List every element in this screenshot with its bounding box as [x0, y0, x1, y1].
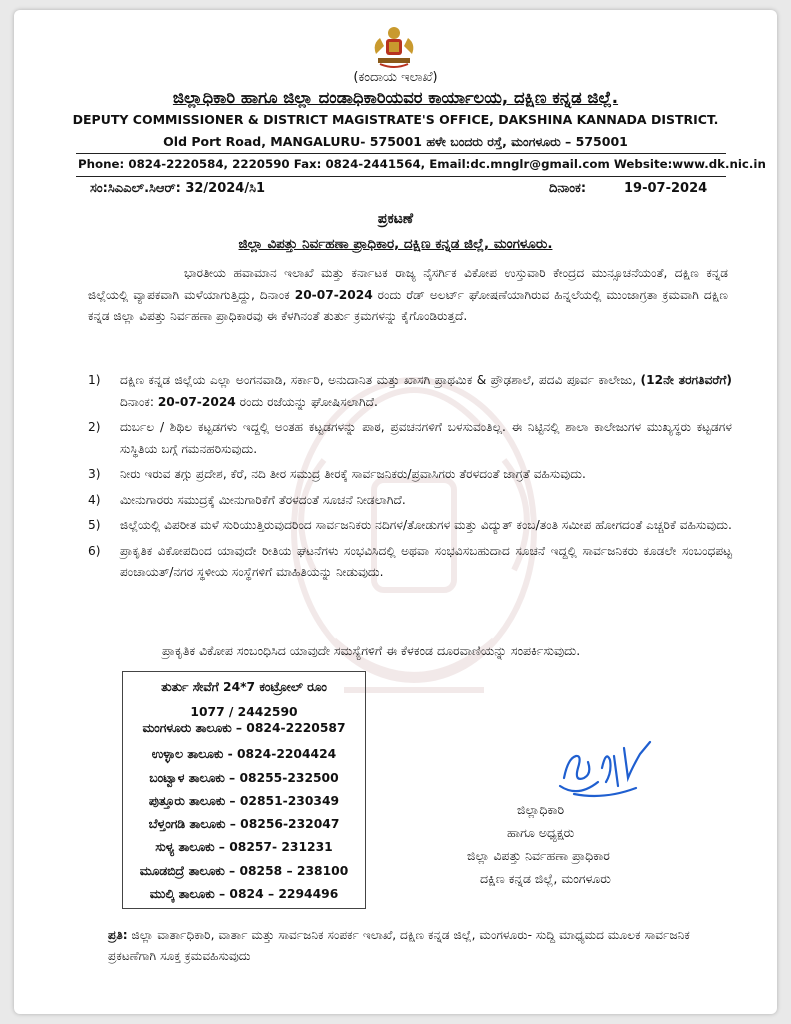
taluk-phone: ಬೆಳ್ತಂಗಡಿ ತಾಲೂಕು – 08256-232047	[148, 817, 340, 831]
header-divider-bottom	[76, 176, 726, 177]
item-text: ದಿನಾಂಕ:	[120, 394, 158, 409]
list-item	[84, 515, 732, 537]
item-text: ಮೀನುಗಾರರು ಸಮುದ್ರಕ್ಕೆ ಮೀನುಗಾರಿಕೆಗೆ ತೆರಳದಂತೆ ಸೂಚನೆ ನೀಡಲಾಗಿದೆ.	[120, 492, 406, 507]
signatory-location: ದಕ್ಷಿಣ ಕನ್ನಡ ಜಿಲ್ಲೆ, ಮಂಗಳೂರು	[480, 871, 611, 886]
copy-to-note	[108, 925, 728, 967]
item-date: 20-07-2024	[157, 394, 236, 409]
signatory-authority: ಜಿಲ್ಲಾ ವಿಪತ್ತು ನಿರ್ವಹಣಾ ಪ್ರಾಧಿಕಾರ	[467, 848, 610, 863]
taluk-phone: ಬಂಟ್ವಾಳ ತಾಲೂಕು – 08255-232500	[149, 771, 339, 785]
intro-text-b: ರಂದು ರೆಡ್ ಅಲರ್ಟ್ ಘೋಷಣೆಯಾಗಿರುವ ಹಿನ್ನಲೆಯಲ್ಲಿ ಮುಂಜಾಗ್ರತಾ ಕ್ರಮವಾಗಿ ದಕ್ಷಿಣ ಕನ್ನಡ ಜಿಲ್ಲಾ ವಿಪತ್ತು ನಿರ್ವಹಣಾ ಪ್ರಾಧಿಕಾರವು ಈ ಕೆಳಗಿನಂತೆ ತುರ್ತು ಕ್ರಮಗಳನ್ನು ಕೈಗೊಂಡಿರುತ್ತದೆ.	[88, 287, 728, 323]
list-item	[84, 490, 732, 512]
date-value: 19-07-2024	[624, 181, 708, 196]
list-item	[84, 541, 732, 584]
signature-image	[554, 738, 664, 810]
item-text: ನೀರು ಇರುವ ತಗ್ಗು ಪ್ರದೇಶ, ಕೆರೆ, ನದಿ ತೀರ ಸಮುದ್ರ ತೀರಕ್ಕೆ ಸಾರ್ವಜನಿಕರು/ಪ್ರವಾಸಿಗರು ತೆರಳದಂತೆ ಜಾಗ್ರತೆ ವಹಿಸುವುದು.	[120, 467, 586, 481]
item-number: 4)	[88, 492, 101, 507]
list-item	[84, 417, 732, 460]
authority-name: ಜಿಲ್ಲಾ ವಿಪತ್ತು ನಿರ್ವಹಣಾ ಪ್ರಾಧಿಕಾರ, ದಕ್ಷಿಣ ಕನ್ನಡ ಜಿಲ್ಲೆ, ಮಂಗಳೂರು.	[238, 236, 553, 252]
taluk-phone: ಮೂಡಬಿದ್ರೆ ತಾಲೂಕು – 08258 – 238100	[139, 864, 349, 878]
document-page	[14, 10, 777, 1014]
item-number: 1)	[88, 373, 101, 387]
copy-to-label: ಪ್ರತಿ:	[108, 928, 128, 942]
item-emphasis: (12ನೇ ತರಗತಿವರೆಗೆ)	[640, 373, 732, 387]
item-number: 2)	[88, 420, 101, 434]
intro-text-a: ಭಾರತೀಯ ಹವಾಮಾನ ಇಲಾಖೆ ಮತ್ತು ಕರ್ನಾಟಕ ರಾಜ್ಯ ನೈಸರ್ಗಿಕ ವಿಕೋಪ ಉಸ್ತುವಾರಿ ಕೇಂದ್ರದ ಮುನ್ಸೂಚನೆಯಂತೆ, ದಕ್ಷಿಣ ಕನ್ನಡ ಜಿಲ್ಲೆಯಲ್ಲಿ ವ್ಯಾಪಕವಾಗಿ ಮಳೆಯಾಗುತ್ತಿದ್ದು, ದಿನಾಂಕ	[88, 266, 728, 302]
item-number: 3)	[88, 467, 101, 481]
item-text: ದುರ್ಬಲ / ಶಿಥಿಲ ಕಟ್ಟಡಗಳು ಇದ್ದಲ್ಲಿ ಅಂತಹ ಕಟ್ಟಡಗಳನ್ನು ಪಾಠ, ಪ್ರವಚನಗಳಿಗೆ ಬಳಸುವಂತಿಲ್ಲ. ಈ ನಿಟ್ಟಿನಲ್ಲಿ ಶಾಲಾ ಕಾಲೇಜುಗಳ ಮುಖ್ಯಸ್ಥರು ಕಟ್ಟಡಗಳ ಸುಸ್ಥಿತಿಯ ಬಗ್ಗೆ ಗಮನಹರಿಸುವುದು.	[120, 420, 732, 456]
copy-to-text: ಜಿಲ್ಲಾ ವಾರ್ತಾಧಿಕಾರಿ, ವಾರ್ತಾ ಮತ್ತು ಸಾರ್ವಜನಿಕ ಸಂಪರ್ಕ ಇಲಾಖೆ, ದಕ್ಷಿಣ ಕನ್ನಡ ಜಿಲ್ಲೆ, ಮಂಗಳೂರು- ಸುದ್ದಿ ಮಾಧ್ಯಮದ ಮೂಲಕ ಸಾರ್ವಜನಿಕ ಪ್ರಕಟಣೆಗಾಗಿ ಸೂಕ್ತ ಕ್ರಮವಹಿಸುವುದು	[108, 928, 690, 963]
taluk-phone: ಮುಲ್ಕಿ ತಾಲೂಕು – 0824 – 2294496	[149, 887, 339, 901]
karnataka-emblem-icon	[368, 24, 420, 70]
taluk-phone: ಸುಳ್ಯ ತಾಲೂಕು – 08257- 231231	[155, 840, 333, 854]
intro-date: 20-07-2024	[294, 287, 373, 302]
office-address: Old Port Road, MANGALURU- 575001 ಹಳೇ ಬಂದರು ರಸ್ತೆ, ಮಂಗಳೂರು – 575001	[163, 134, 628, 149]
signatory-title: ಜಿಲ್ಲಾಧಿಕಾರಿ	[517, 802, 565, 817]
date-label: ದಿನಾಂಕ:	[549, 181, 587, 196]
taluk-phone: ಮಂಗಳೂರು ತಾಲೂಕು – 0824-2220587	[142, 721, 346, 735]
helpline-instruction: ಪ್ರಾಕೃತಿಕ ವಿಕೋಪ ಸಂಬಂಧಿಸಿದ ಯಾವುದೇ ಸಮಸ್ಯೆಗಳಿಗೆ ಈ ಕೆಳಕಂಡ ದೂರವಾಣಿಯನ್ನು ಸಂಪರ್ಕಿಸುವುದು.	[162, 643, 581, 658]
measures-list	[84, 370, 732, 584]
control-room-title: ತುರ್ತು ಸೇವೆಗೆ 24*7 ಕಂಟ್ರೋಲ್ ರೂಂ	[161, 680, 327, 694]
taluk-phone: ಉಳ್ಳಾಲ ತಾಲೂಕು - 0824-2204424	[151, 747, 337, 761]
list-item	[84, 370, 732, 413]
signatory-role: ಹಾಗೂ ಅಧ್ಯಕ್ಷರು	[507, 825, 575, 840]
intro-paragraph	[88, 263, 728, 328]
list-item	[84, 464, 732, 486]
item-number: 6)	[88, 543, 101, 558]
office-title-english: DEPUTY COMMISSIONER & DISTRICT MAGISTRATE'S OFFICE, DAKSHINA KANNADA DISTRICT.	[72, 112, 719, 127]
control-room-number: 1077 / 2442590	[190, 705, 298, 719]
reference-number: ಸಂ:ಸಿಎಎಲ್.ಸಿಆರ್: 32/2024/ಸಿ1	[90, 181, 266, 196]
item-text: ರಂದು ರಜೆಯನ್ನು ಘೋಷಿಸಲಾಗಿದೆ.	[235, 394, 378, 409]
office-contact: Phone: 0824-2220584, 2220590 Fax: 0824-2441564, Email:dc.mnglr@gmail.com Website:www.dk.nic.in	[78, 157, 766, 171]
control-room-box	[122, 671, 366, 909]
taluk-phone: ಪುತ್ತೂರು ತಾಲೂಕು – 02851-230349	[148, 794, 340, 808]
header-divider-top	[76, 153, 726, 154]
department-label: (ಕಂದಾಯ ಇಲಾಖೆ)	[353, 70, 438, 85]
item-number: 5)	[88, 518, 101, 532]
item-text: ಪ್ರಾಕೃತಿಕ ವಿಕೋಪದಿಂದ ಯಾವುದೇ ರೀತಿಯ ಘಟನೆಗಳು ಸಂಭವಿಸಿದಲ್ಲಿ ಅಥವಾ ಸಂಭವಿಸಬಹುದಾದ ಸೂಚನೆ ಇದ್ದಲ್ಲಿ ಸಾರ್ವಜನಿಕರು ಕೂಡಲೇ ಸಂಬಂಧಪಟ್ಟ ಪಂಚಾಯತ್/ನಗರ ಸ್ಥಳೀಯ ಸಂಸ್ಥೆಗಳಿಗೆ ಮಾಹಿತಿಯನ್ನು ನೀಡುವುದು.	[120, 543, 732, 579]
office-title-kannada: ಜಿಲ್ಲಾಧಿಕಾರಿ ಹಾಗೂ ಜಿಲ್ಲಾ ದಂಡಾಧಿಕಾರಿಯವರ ಕಾರ್ಯಾಲಯ, ದಕ್ಷಿಣ ಕನ್ನಡ ಜಿಲ್ಲೆ.	[172, 88, 619, 107]
notice-heading: ಪ್ರಕಟಣೆ	[377, 211, 414, 227]
item-text: ದಕ್ಷಿಣ ಕನ್ನಡ ಜಿಲ್ಲೆಯ ಎಲ್ಲಾ ಅಂಗನವಾಡಿ, ಸರ್ಕಾರಿ, ಅನುದಾನಿತ ಮತ್ತು ಖಾಸಗಿ ಪ್ರಾಥಮಿಕ & ಪ್ರೌಢಶಾಲೆ, ಪದವಿ ಪೂರ್ವ ಕಾಲೇಜು,	[120, 373, 641, 387]
item-text: ಜಿಲ್ಲೆಯಲ್ಲಿ ವಿಪರೀತ ಮಳೆ ಸುರಿಯುತ್ತಿರುವುದರಿಂದ ಸಾರ್ವಜನಿಕರು ನದಿಗಳ/ತೋಡುಗಳ ಮತ್ತು ವಿದ್ಯುತ್ ಕಂಬ/ತಂತಿ ಸಮೀಪ ಹೋಗದಂತೆ ಎಚ್ಚರಿಕೆ ವಹಿಸುವುದು.	[120, 518, 732, 532]
